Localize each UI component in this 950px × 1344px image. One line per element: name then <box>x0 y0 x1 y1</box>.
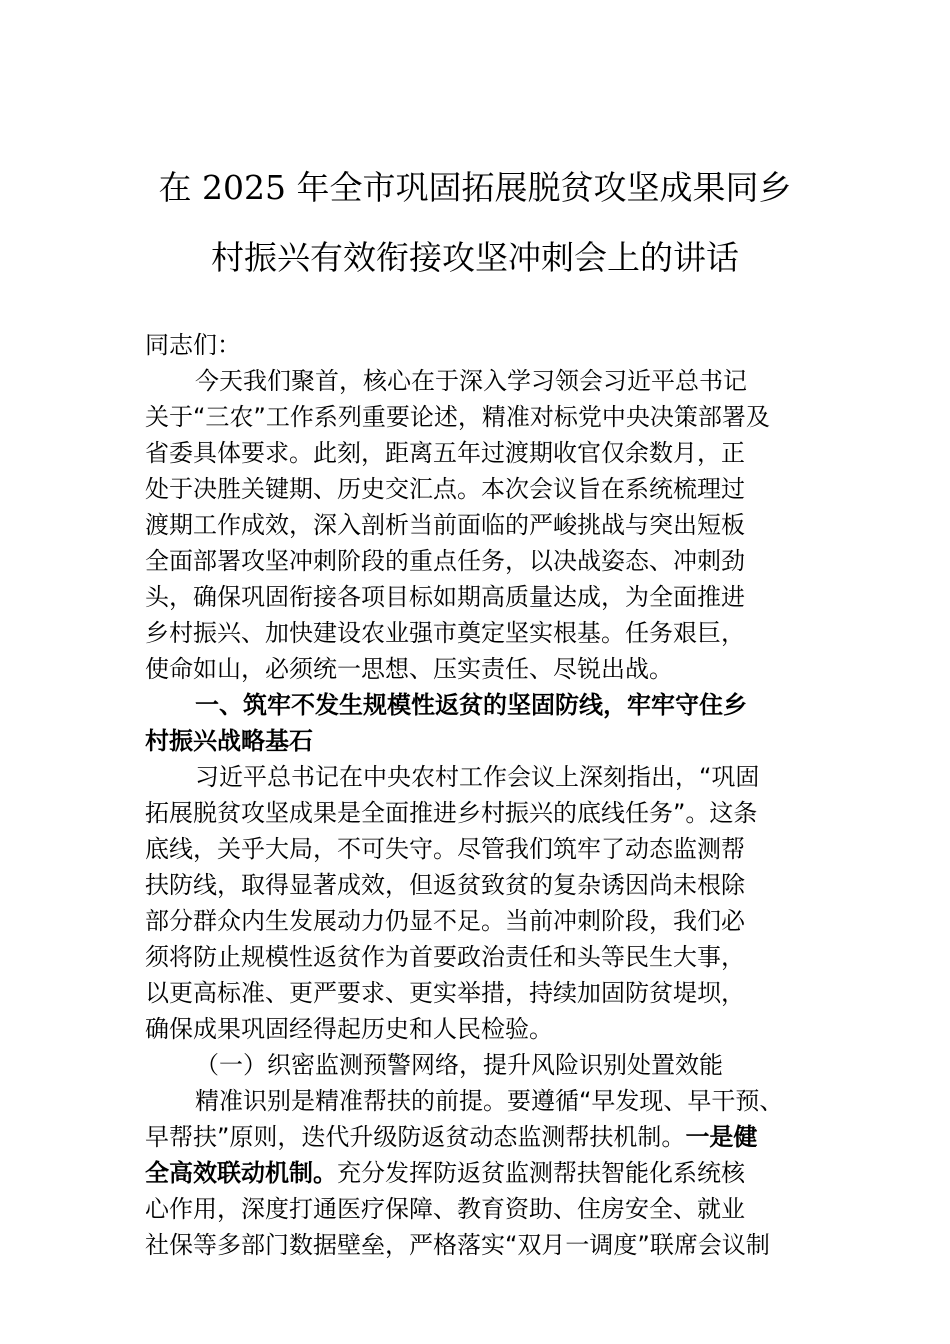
paragraph-line: 渡期工作成效，深入剖析当前面临的严峻挑战与突出短板 <box>145 511 745 539</box>
emphasis-text: 一是健 <box>685 1123 758 1151</box>
paragraph-line <box>145 1158 745 1188</box>
paragraph-line: 须将防止规模性返贫作为首要政治责任和头等民生大事， <box>145 943 745 971</box>
section-heading-line: 村振兴战略基石 <box>145 727 313 755</box>
paragraph-line: 确保成果巩固经得起历史和人民检验。 <box>145 1015 553 1043</box>
paragraph-text: 早帮扶”原则，迭代升级防返贫动态监测帮扶机制。 <box>145 1123 686 1151</box>
paragraph-line: 社保等多部门数据壁垒，严格落实“双月一调度”联席会议制 <box>145 1231 770 1259</box>
paragraph-line: 拓展脱贫攻坚成果是全面推进乡村振兴的底线任务”。这条 <box>145 799 758 827</box>
paragraph-line <box>145 1122 757 1152</box>
salutation: 同志们： <box>145 331 241 359</box>
subsection-heading: （一）织密监测预警网络，提升风险识别处置效能 <box>195 1051 723 1079</box>
paragraph-line: 底线，关乎大局，不可失守。尽管我们筑牢了动态监测帮 <box>145 835 745 863</box>
paragraph-line: 关于“三农”工作系列重要论述，精准对标党中央决策部署及 <box>145 403 770 431</box>
paragraph-line: 乡村振兴、加快建设农业强市奠定坚实根基。任务艰巨， <box>145 619 745 647</box>
paragraph-line: 处于决胜关键期、历史交汇点。本次会议旨在系统梳理过 <box>145 475 745 503</box>
emphasis-text: 全高效联动机制。 <box>145 1159 337 1187</box>
section-heading-line: 一、筑牢不发生规模性返贫的坚固防线，牢牢守住乡 <box>195 691 747 719</box>
document-title-line-1: 在 2025 年全市巩固拓展脱贫攻坚成果同乡 <box>158 168 792 207</box>
document-title-line-2: 村振兴有效衔接攻坚冲刺会上的讲话 <box>211 238 739 277</box>
paragraph-text: 充分发挥防返贫监测帮扶智能化系统核 <box>337 1159 745 1187</box>
paragraph-line: 扶防线，取得显著成效，但返贫致贫的复杂诱因尚未根除 <box>145 871 745 899</box>
paragraph-line: 省委具体要求。此刻，距离五年过渡期收官仅余数月，正 <box>145 439 745 467</box>
paragraph-line: 全面部署攻坚冲刺阶段的重点任务，以决战姿态、冲刺劲 <box>145 547 745 575</box>
paragraph-line: 今天我们聚首，核心在于深入学习领会习近平总书记 <box>195 367 747 395</box>
paragraph-line: 心作用，深度打通医疗保障、教育资助、住房安全、就业 <box>145 1195 745 1223</box>
paragraph-line: 部分群众内生发展动力仍显不足。当前冲刺阶段，我们必 <box>145 907 745 935</box>
paragraph-line: 精准识别是精准帮扶的前提。要遵循“早发现、早干预、 <box>195 1087 784 1115</box>
paragraph-line: 使命如山，必须统一思想、压实责任、尽锐出战。 <box>145 655 673 683</box>
paragraph-line: 习近平总书记在中央农村工作会议上深刻指出，“巩固 <box>195 763 760 791</box>
paragraph-line: 以更高标准、更严要求、更实举措，持续加固防贫堤坝， <box>145 979 745 1007</box>
paragraph-line: 头，确保巩固衔接各项目标如期高质量达成，为全面推进 <box>145 583 745 611</box>
